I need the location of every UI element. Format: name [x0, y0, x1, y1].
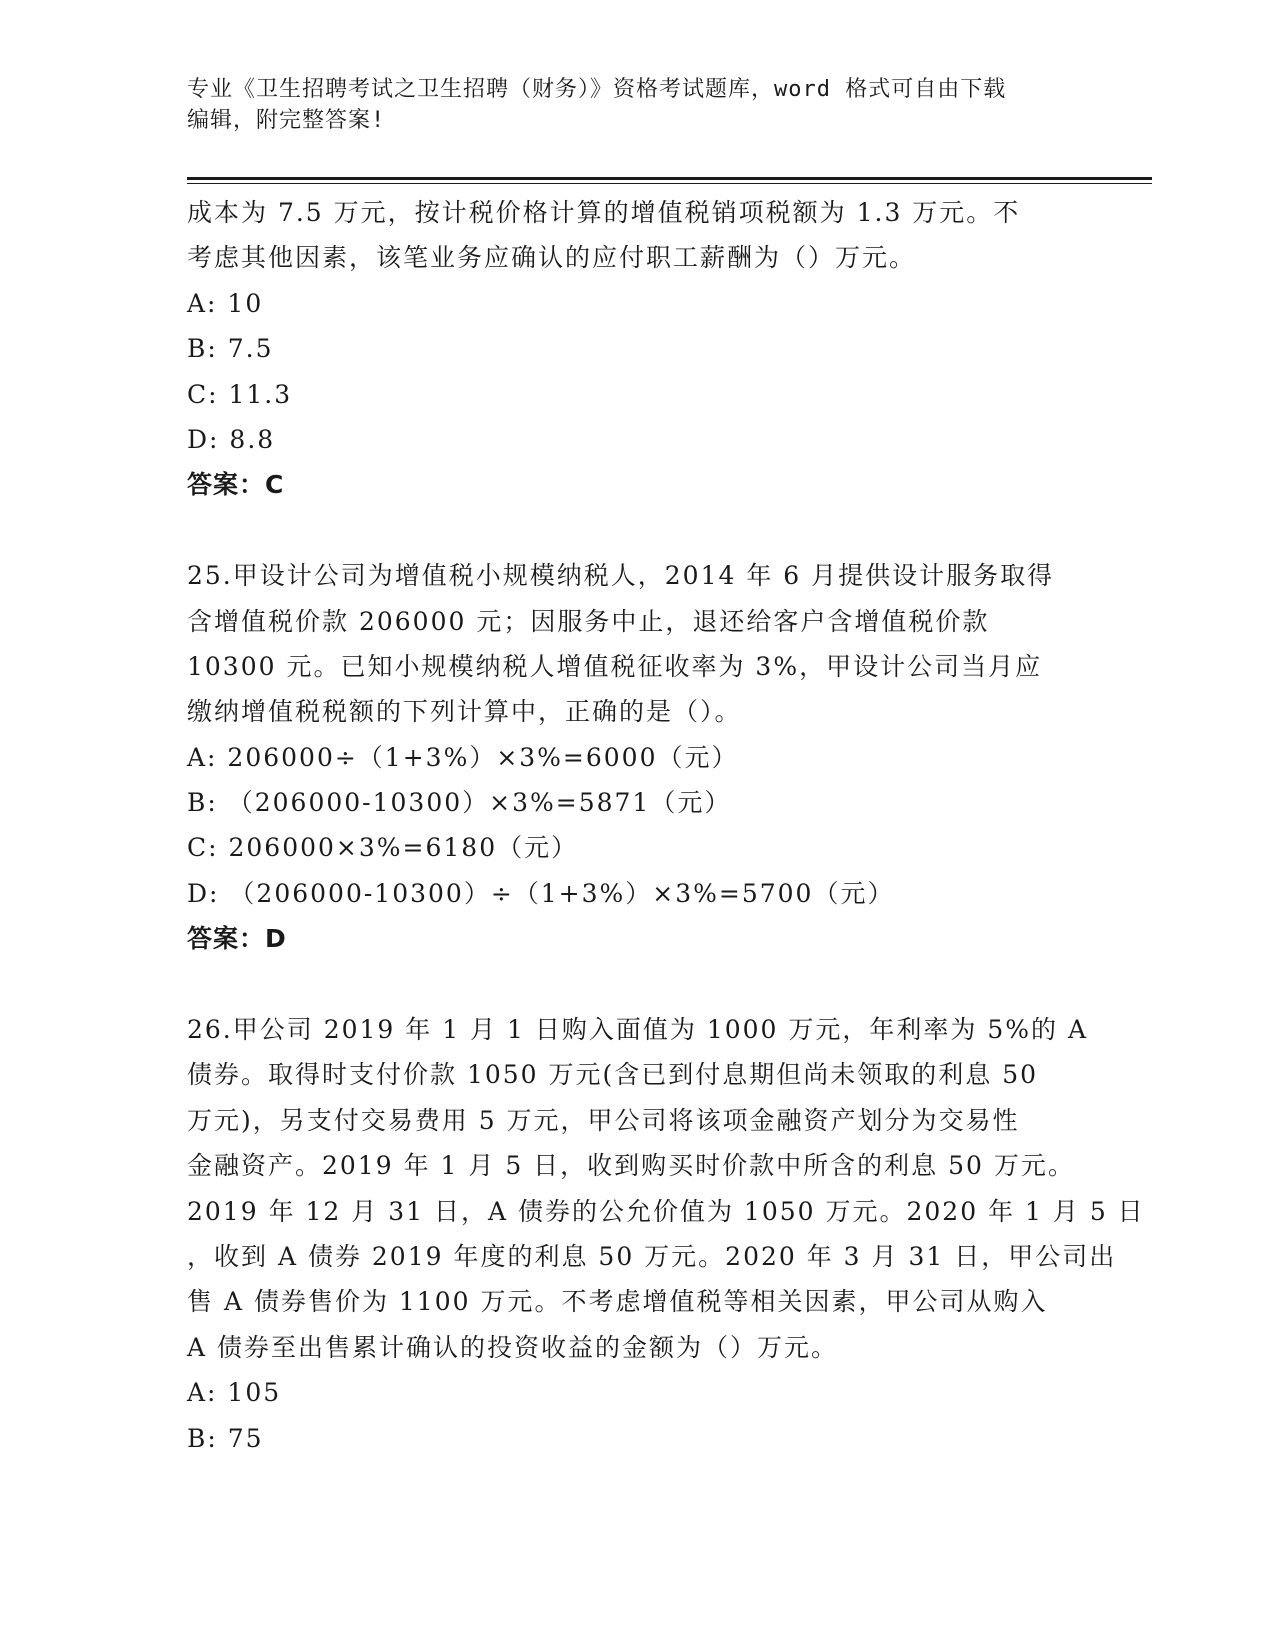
option-a: A: 206000÷（1+3%）×3%=6000（元）: [187, 742, 739, 772]
header-divider-thick: [187, 177, 1152, 180]
question-stem-line: 含增值税价款 206000 元；因服务中止，退还给客户含增值税价款: [187, 606, 990, 636]
answer-line: 答案：C: [187, 470, 285, 500]
header-title-line-2: 编辑，附完整答案!: [187, 108, 386, 133]
option-b: B: （206000-10300）×3%=5871（元）: [187, 788, 732, 818]
header-title-line-1: 专业《卫生招聘考试之卫生招聘（财务）》资格考试题库，word 格式可自由下载: [187, 77, 1007, 102]
question-stem-line: A 债券至出售累计确认的投资收益的金额为（）万元。: [187, 1332, 839, 1362]
option-a: A: 10: [187, 288, 264, 318]
question-stem-line: ，收到 A 债券 2019 年度的利息 50 万元。2020 年 3 月 31 日，甲公司出: [187, 1241, 1117, 1271]
question-stem-line: 2019 年 12 月 31 日，A 债券的公允价值为 1050 万元。2020 年 1 月 5 日: [187, 1196, 1145, 1226]
option-a: A: 105: [187, 1378, 282, 1408]
option-d: D: （206000-10300）÷（1+3%）×3%=5700（元）: [187, 878, 895, 908]
option-b: B: 75: [187, 1423, 264, 1453]
answer-line: 答案：D: [187, 924, 287, 954]
question-stem-line: 26.甲公司 2019 年 1 月 1 日购入面值为 1000 万元，年利率为 5%的 A: [187, 1015, 1089, 1045]
question-spacer: [187, 508, 1087, 553]
question-stem-line: 缴纳增值税税额的下列计算中，正确的是（）。: [187, 697, 742, 727]
question-stem-line: 10300 元。已知小规模纳税人增值税征收率为 3%，甲设计公司当月应: [187, 651, 1043, 681]
question-content: [187, 190, 1145, 1461]
option-b: B: 7.5: [187, 334, 274, 364]
option-d: D: 8.8: [187, 424, 276, 454]
question-24: [187, 190, 1087, 508]
question-stem-line: 金融资产。2019 年 1 月 5 日，收到购买时价款中所含的利息 50 万元。: [187, 1151, 1075, 1181]
question-stem-line: 万元)，另支付交易费用 5 万元，甲公司将该项金融资产划分为交易性: [187, 1105, 1020, 1135]
question-26: [187, 1007, 1145, 1461]
question-25: [187, 553, 1087, 962]
question-stem-line: 售 A 债券售价为 1100 万元。不考虑增值税等相关因素，甲公司从购入: [187, 1287, 1048, 1317]
question-stem-line: 成本为 7.5 万元，按计税价格计算的增值税销项税额为 1.3 万元。不: [187, 198, 1021, 227]
question-stem-line: 25.甲设计公司为增值税小规模纳税人，2014 年 6 月提供设计服务取得: [187, 561, 1055, 591]
option-c: C: 206000×3%=6180（元）: [187, 833, 579, 863]
question-stem-line: 考虑其他因素，该笔业务应确认的应付职工薪酬为（）万元。: [187, 243, 917, 273]
document-header: [187, 74, 1067, 136]
question-stem-line: 债券。取得时支付价款 1050 万元(含已到付息期但尚未领取的利息 50: [187, 1060, 1039, 1090]
option-c: C: 11.3: [187, 379, 293, 409]
question-spacer: [187, 962, 1087, 1007]
header-divider-thin: [187, 183, 1152, 184]
